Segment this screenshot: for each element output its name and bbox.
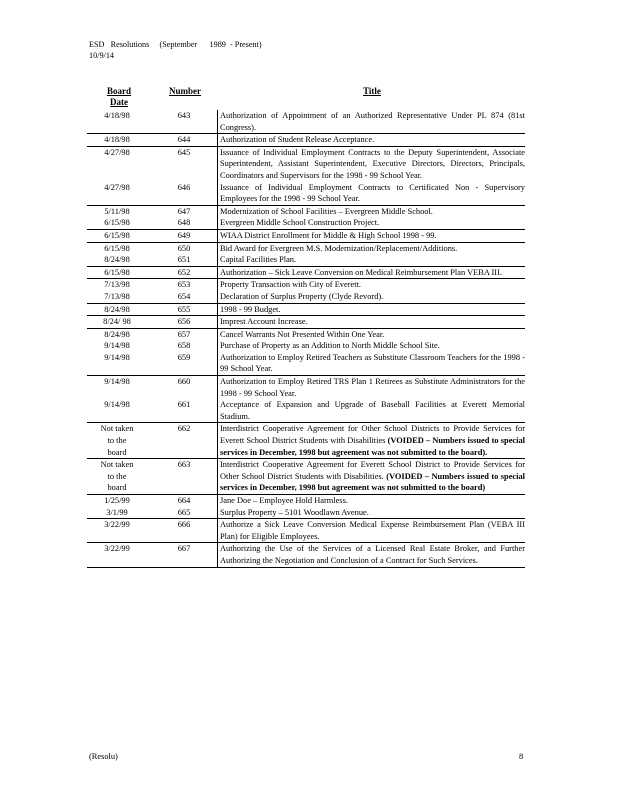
resolution-title	[220, 329, 525, 341]
resolution-entry	[87, 519, 525, 542]
resolution-entry	[87, 316, 525, 328]
table-row	[87, 205, 525, 229]
resolution-entry	[87, 267, 525, 279]
resolution-entry	[87, 217, 525, 229]
resolution-entry	[87, 543, 525, 566]
resolution-entry	[87, 399, 525, 422]
board-date: Not taken to the board	[100, 424, 134, 457]
table-row	[87, 375, 525, 422]
board-date: 9/14/98	[104, 377, 130, 387]
resolution-number: 647	[177, 206, 191, 216]
resolution-title-text: Property Transaction with City of Everett.	[220, 280, 361, 290]
resolution-title-text: Interdistrict Cooperative Agreement for Other School Districts to Provide Services for Everett School District Students with Disabilities	[220, 424, 525, 446]
resolution-number: 646	[177, 182, 191, 192]
board-date: Not taken to the board	[100, 460, 134, 493]
resolution-title	[220, 507, 525, 519]
table-row	[87, 458, 525, 494]
resolution-title	[220, 376, 525, 399]
resolution-title-text: Purchase of Property as an Addition to North Middle School Site.	[220, 341, 440, 351]
resolution-title-text: Authorizing the Use of the Services of a Licensed Real Estate Broker, and Further Authorizing the Negotiation and Conclusion of a Contract for Such Services.	[220, 544, 525, 565]
voided-note: (VOIDED – Numbers issued to special services in December, 1998 but agreement was not submitted to the board).	[220, 436, 525, 457]
resolution-entry	[87, 376, 525, 399]
table-row	[87, 242, 525, 266]
resolution-title	[220, 279, 525, 291]
table-row	[87, 110, 525, 133]
table-header-row	[87, 84, 525, 110]
board-date: 9/14/98	[104, 352, 130, 362]
resolution-title-text: Authorization to Employ Retired TRS Plan 1 Retirees as Substitute Administrators for the 1998 - 99 School Year.	[220, 377, 525, 398]
table-row	[87, 266, 525, 279]
resolution-number: 644	[177, 135, 191, 145]
resolution-title	[220, 304, 525, 316]
board-date: 7/13/98	[104, 291, 130, 301]
resolution-title-text: Authorize a Sick Leave Conversion Medical Expense Reimbursement Plan (VEBA III Plan) for Eligible Employees.	[220, 520, 525, 541]
resolution-title	[220, 340, 525, 352]
table-row	[87, 315, 525, 328]
board-date: 3/22/99	[104, 520, 130, 530]
resolution-entry	[87, 352, 525, 375]
table-row	[87, 494, 525, 518]
board-date: 4/18/98	[104, 135, 130, 145]
board-date: 6/15/98	[104, 267, 130, 277]
resolution-title-text: Issuance of Individual Employment Contracts to the Deputy Superintendent, Associate Superintendent, Assistant Superintendent, Executive Directors, Directors, Principals, Coordinators and Supervisors for the 1998 - 99 School Year.	[220, 147, 525, 180]
resolution-entry	[87, 182, 525, 205]
resolution-number: 648	[177, 218, 191, 228]
board-date: 9/14/98	[104, 341, 130, 351]
resolution-entry	[87, 329, 525, 341]
board-date: 6/15/98	[104, 230, 130, 240]
resolution-title-text: Surplus Property – 5101 Woodlawn Avenue.	[220, 507, 369, 517]
resolution-title	[220, 182, 525, 205]
resolution-number: 658	[177, 341, 191, 351]
resolution-number: 664	[177, 496, 191, 505]
resolution-number: 654	[177, 291, 191, 301]
table-row	[87, 303, 525, 316]
resolution-number: 643	[177, 111, 191, 120]
resolution-number: 653	[177, 280, 191, 290]
resolution-title-text: Issuance of Individual Employment Contracts to Certificated Non - Supervisory Employees for the 1998 - 99 School Year.	[220, 182, 525, 204]
resolution-entry	[87, 134, 525, 146]
resolution-title	[220, 495, 525, 507]
resolution-title-text: Authorization to Employ Retired Teachers as Substitute Classroom Teachers for the 1998 - 99 School Year.	[220, 352, 525, 374]
table-bottom-rule	[87, 567, 525, 568]
resolution-title	[220, 230, 525, 242]
resolution-number: 659	[177, 352, 191, 362]
table-body	[87, 110, 525, 567]
resolution-title	[220, 459, 525, 494]
resolution-entry	[87, 459, 525, 494]
resolution-title-text: Acceptance of Expansion and Upgrade of Baseball Facilities at Everett Memorial Stadium.	[220, 400, 525, 421]
table-row	[87, 278, 525, 302]
board-date: 8/24/98	[104, 304, 130, 314]
resolution-title	[220, 543, 525, 566]
resolution-number: 667	[177, 544, 191, 554]
resolution-title	[220, 134, 525, 146]
column-header-board-date: Board Date	[106, 86, 131, 107]
resolution-title-text: Interdistrict Cooperative Agreement for Everett School District to Provide Services for Other School District Students with Disabilities.	[220, 460, 525, 481]
board-date: 5/11/98	[104, 206, 130, 216]
resolution-title	[220, 291, 525, 303]
voided-note: (VOIDED – Numbers issued to special services in December, 1998 but agreement was not submitted to the board)	[220, 471, 525, 493]
table-row	[87, 328, 525, 375]
resolution-title-text: Jane Doe – Employee Hold Harmless.	[220, 496, 348, 505]
resolution-entry	[87, 230, 525, 242]
board-date: 9/14/98	[104, 400, 130, 410]
board-date: 8/24/98	[104, 255, 130, 265]
resolution-number: 661	[177, 400, 191, 410]
resolution-number: 665	[177, 507, 191, 517]
resolution-title	[220, 243, 525, 255]
resolution-number: 656	[177, 317, 191, 327]
page-number: 8	[519, 752, 524, 761]
column-header-title: Title	[363, 86, 381, 96]
resolution-title-text: Authorization – Sick Leave Conversion on Medical Reimbursement Plan VEBA III.	[220, 267, 502, 277]
resolution-number: 662	[177, 424, 191, 434]
resolution-title-text: Bid Award for Evergreen M.S. Modernization/Replacement/Additions.	[220, 243, 458, 253]
resolution-entry	[87, 340, 525, 352]
resolution-title-text: Capital Facilities Plan.	[220, 255, 297, 265]
resolution-entry	[87, 110, 525, 133]
resolution-entry	[87, 147, 525, 182]
board-date: 3/22/99	[104, 544, 130, 554]
resolution-title-text: Cancel Warrants Not Presented Within One Year.	[220, 329, 385, 339]
resolution-title-text: Declaration of Surplus Property (Clyde Revord).	[220, 291, 384, 301]
resolutions-table	[87, 84, 525, 567]
resolution-entry	[87, 254, 525, 266]
table-row	[87, 518, 525, 542]
resolution-number: 649	[177, 230, 191, 240]
resolution-title	[220, 352, 525, 375]
board-date: 6/15/98	[104, 243, 130, 253]
resolution-title	[220, 267, 525, 279]
resolution-entry	[87, 279, 525, 291]
resolution-number: 655	[177, 304, 191, 314]
document-header-date: 10/9/14	[89, 51, 115, 60]
resolution-entry	[87, 423, 525, 458]
table-row	[87, 229, 525, 242]
resolution-title-text: WIAA District Enrollment for Middle & High School 1998 - 99.	[220, 230, 437, 240]
board-date: 6/15/98	[104, 218, 130, 228]
board-date: 4/27/98	[104, 182, 130, 192]
resolution-number: 657	[177, 329, 191, 339]
resolution-title	[220, 519, 525, 542]
resolution-title-text: Imprest Account Increase.	[220, 317, 308, 327]
resolution-title	[220, 147, 525, 182]
resolution-title	[220, 217, 525, 229]
resolution-number: 645	[177, 147, 191, 157]
resolution-title-text: Authorization of Student Release Acceptance.	[220, 135, 375, 145]
resolution-title	[220, 254, 525, 266]
footer-label: (Resolu)	[89, 752, 118, 761]
resolution-title	[220, 399, 525, 422]
resolution-number: 652	[177, 267, 191, 277]
resolution-title	[220, 110, 525, 133]
resolution-number: 650	[177, 243, 191, 253]
table-row	[87, 542, 525, 566]
board-date: 7/13/98	[104, 280, 130, 290]
resolution-number: 651	[177, 255, 191, 265]
table-row	[87, 422, 525, 458]
resolution-entry	[87, 291, 525, 303]
resolution-title-text: 1998 - 99 Budget.	[220, 304, 281, 314]
resolution-title	[220, 316, 525, 328]
board-date: 3/1/99	[106, 507, 128, 517]
board-date: 8/24/98	[104, 329, 130, 339]
document-header-line1: ESD Resolutions (September 1989 - Present)	[89, 40, 262, 49]
board-date: 4/18/98	[104, 111, 130, 120]
resolution-entry	[87, 206, 525, 218]
column-header-number: Number	[169, 86, 201, 96]
resolution-title-text: Authorization of Appointment of an Authorized Representative Under PL 874 (81st Congress).	[220, 111, 525, 132]
board-date: 4/27/98	[104, 147, 130, 157]
resolution-entry	[87, 243, 525, 255]
resolution-number: 660	[177, 377, 191, 387]
resolution-number: 666	[177, 520, 191, 530]
table-row	[87, 133, 525, 146]
board-date: 1/25/99	[104, 496, 130, 505]
table-row	[87, 146, 525, 205]
resolution-entry	[87, 304, 525, 316]
resolution-entry	[87, 507, 525, 519]
resolution-title-text: Modernization of School Facilities – Evergreen Middle School.	[220, 206, 433, 216]
resolution-number: 663	[177, 460, 191, 470]
resolution-title-text: Evergreen Middle School Construction Project.	[220, 218, 380, 228]
resolution-title	[220, 423, 525, 458]
resolution-title	[220, 206, 525, 218]
resolution-entry	[87, 495, 525, 507]
board-date: 8/24/ 98	[103, 317, 131, 327]
